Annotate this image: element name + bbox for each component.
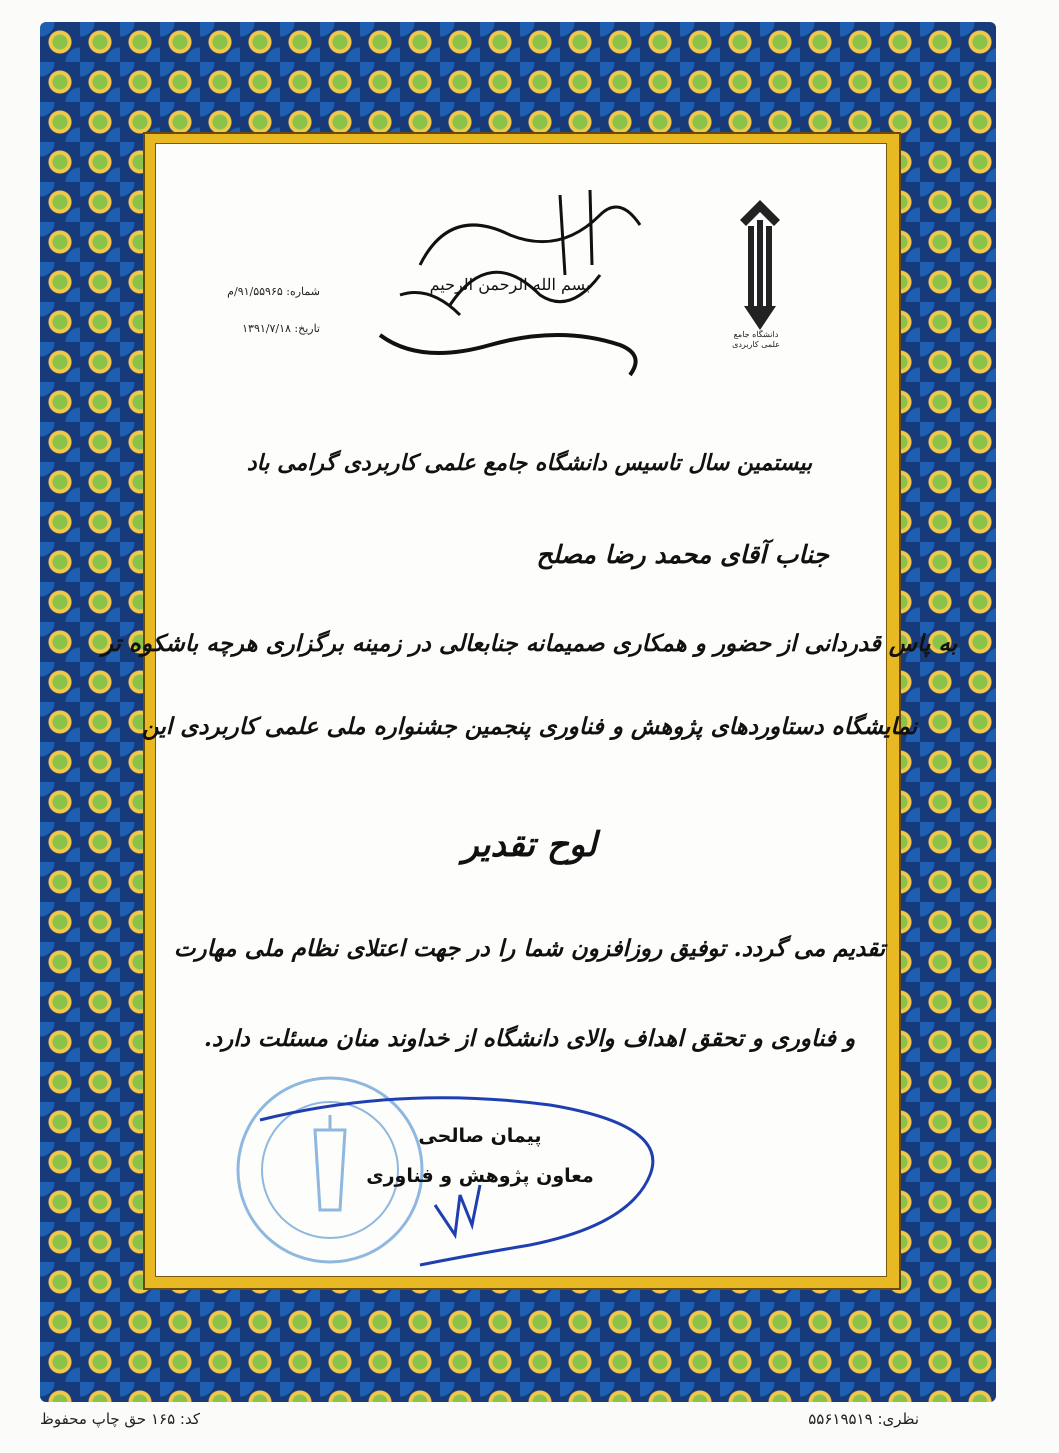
certificate-title: لوح تقدیر bbox=[462, 825, 597, 865]
letter-number: شماره: ۹۱/۵۵۹۶۵/م bbox=[227, 285, 320, 298]
signatory-name: پیمان صالحی bbox=[418, 1125, 542, 1147]
body-line-4: و فناوری و تحقق اهداف والای دانشگاه از خداوند منان مسئلت دارد. bbox=[203, 1025, 856, 1052]
footer-survey: نظری: ۵۵۶۱۹۵۱۹ bbox=[808, 1410, 919, 1428]
recipient-name: جناب آقای محمد رضا مصلح bbox=[536, 540, 829, 569]
body-line-2: نمایشگاه دستاوردهای پژوهش و فناوری پنجمین جشنواره ملی علمی کاربردی این bbox=[141, 713, 918, 740]
bismillah-text: بسم الله الرحمن الرحیم bbox=[429, 275, 591, 294]
emblem-caption: دانشگاه جامع علمی کاربردی bbox=[732, 330, 780, 349]
body-line-3: تقدیم می گردد. توفیق روزافزون شما را در جهت اعتلای نظام ملی مهارت bbox=[173, 935, 886, 962]
signatory-role: معاون پژوهش و فناوری bbox=[366, 1165, 594, 1187]
handwritten-signature bbox=[250, 1085, 700, 1275]
bismillah-calligraphy bbox=[360, 185, 660, 385]
anniversary-headline: بیستمین سال تاسیس دانشگاه جامع علمی کاربردی گرامی باد bbox=[246, 450, 813, 476]
letter-date: تاریخ: ۱۳۹۱/۷/۱۸ bbox=[242, 322, 320, 335]
body-line-1: به پاس قدردانی از حضور و همکاری صمیمانه جنابعالی در زمینه برگزاری هرچه باشکوه تر bbox=[101, 630, 958, 657]
footer-code: کد: ۱۶۵ حق چاپ محفوظ bbox=[40, 1410, 200, 1428]
